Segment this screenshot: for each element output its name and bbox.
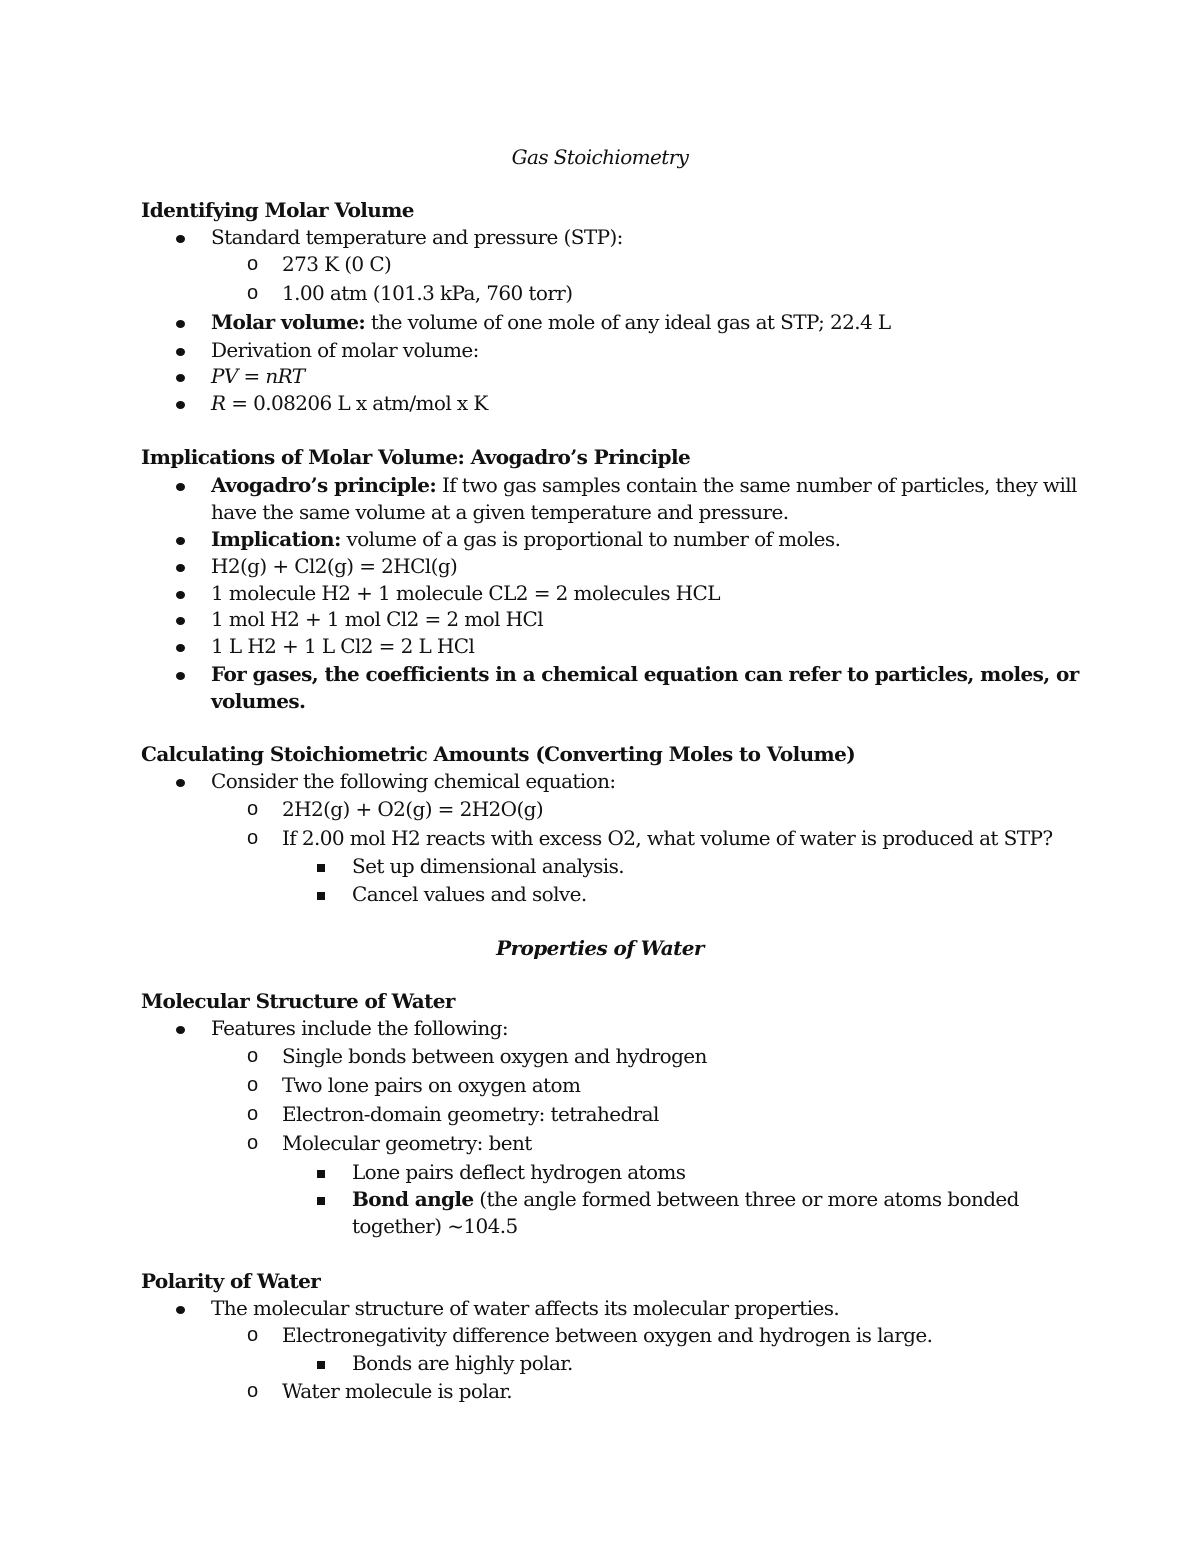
- heading-calculating: Calculating Stoichiometric Amounts (Converting Moles to Volume): [141, 742, 856, 766]
- list-item-consider: Consider the following chemical equation:: [211, 769, 616, 793]
- term-avogadro: Avogadro’s principle:: [211, 473, 437, 497]
- list-item-f1: Single bonds between oxygen and hydrogen: [282, 1044, 707, 1068]
- bullet-dot-icon: [176, 309, 185, 335]
- list-item-stp: Standard temperature and pressure (STP):: [211, 225, 623, 249]
- list-item-derivation: Derivation of molar volume:: [211, 338, 479, 362]
- list-item-f4a: Lone pairs deflect hydrogen atoms: [352, 1160, 686, 1184]
- heading-identifying-molar-volume: Identifying Molar Volume: [141, 198, 414, 222]
- list-item-pv-nrt: PV = nRT: [211, 364, 305, 388]
- sub-bullet-marker: o: [247, 827, 259, 849]
- term-molar-volume: Molar volume:: [211, 310, 366, 334]
- list-item-r-constant: [211, 390, 488, 416]
- sub-bullet-marker: o: [247, 1380, 259, 1402]
- heading-implications: Implications of Molar Volume: Avogadro’s Principle: [141, 445, 691, 469]
- section-title-gas-stoichiometry: Gas Stoichiometry: [511, 145, 689, 169]
- list-item-stp-pressure: 1.00 atm (101.3 kPa, 760 torr): [282, 281, 573, 305]
- bullet-square-icon: [317, 1350, 325, 1376]
- bullet-square-icon: [317, 853, 325, 879]
- bullet-dot-icon: [176, 633, 185, 659]
- sub-bullet-marker: o: [247, 1045, 259, 1067]
- bullet-dot-icon: [176, 580, 185, 606]
- def-implication: volume of a gas is proportional to number of moles.: [340, 527, 841, 551]
- term-implication: Implication:: [211, 527, 341, 551]
- r-value: = 0.08206 L x atm/mol x K: [225, 391, 488, 415]
- list-item-avogadro-cont: have the same volume at a given temperature and pressure.: [211, 500, 789, 524]
- bullet-dot-icon: [176, 1015, 185, 1041]
- list-item-p1a: Electronegativity difference between oxygen and hydrogen is large.: [282, 1323, 933, 1347]
- list-item-step1: Set up dimensional analysis.: [352, 854, 625, 878]
- bullet-dot-icon: [176, 224, 185, 250]
- def-bond-angle-1: (the angle formed between three or more atoms bonded: [473, 1187, 1019, 1211]
- bullet-dot-icon: [176, 606, 185, 632]
- bullet-square-icon: [317, 1159, 325, 1185]
- bullet-dot-icon: [176, 472, 185, 498]
- list-item-f4b: [352, 1186, 1019, 1212]
- bullet-square-icon: [317, 1186, 325, 1212]
- list-item-eq4: 1 L H2 + 1 L Cl2 = 2 L HCl: [211, 634, 475, 658]
- section-title-properties-of-water: Properties of Water: [496, 936, 704, 960]
- term-bond-angle: Bond angle: [352, 1187, 474, 1211]
- list-item-f4b-cont: together) ~104.5: [352, 1214, 518, 1238]
- sub-bullet-marker: o: [247, 798, 259, 820]
- list-item-f3: Electron-domain geometry: tetrahedral: [282, 1102, 659, 1126]
- sub-bullet-marker: o: [247, 1103, 259, 1125]
- list-item-implication: [211, 526, 840, 552]
- list-item-step2: Cancel values and solve.: [352, 882, 587, 906]
- sub-bullet-marker: o: [247, 1132, 259, 1154]
- bullet-square-icon: [317, 881, 325, 907]
- list-item-molar-volume: [211, 309, 891, 335]
- bullet-dot-icon: [176, 526, 185, 552]
- list-item-eq2: 1 molecule H2 + 1 molecule CL2 = 2 molecules HCL: [211, 581, 720, 605]
- list-item-f4: Molecular geometry: bent: [282, 1131, 532, 1155]
- list-item-eq1: H2(g) + Cl2(g) = 2HCl(g): [211, 554, 458, 578]
- heading-polarity: Polarity of Water: [141, 1269, 321, 1293]
- list-item-p1a1: Bonds are highly polar.: [352, 1351, 573, 1375]
- list-item-eq3: 1 mol H2 + 1 mol Cl2 = 2 mol HCl: [211, 607, 544, 631]
- sub-bullet-marker: o: [247, 1324, 259, 1346]
- bullet-dot-icon: [176, 1295, 185, 1321]
- list-item-p1: The molecular structure of water affects its molecular properties.: [211, 1296, 840, 1320]
- bullet-dot-icon: [176, 768, 185, 794]
- list-item-gases: For gases, the coefficients in a chemical equation can refer to particles, moles, or: [211, 662, 1079, 686]
- r-symbol: R: [211, 391, 226, 415]
- list-item-f2: Two lone pairs on oxygen atom: [282, 1073, 581, 1097]
- heading-molecular-structure: Molecular Structure of Water: [141, 989, 455, 1013]
- sub-bullet-marker: o: [247, 253, 259, 275]
- list-item-p1b: Water molecule is polar.: [282, 1379, 512, 1403]
- sub-bullet-marker: o: [247, 282, 259, 304]
- sub-bullet-marker: o: [247, 1074, 259, 1096]
- list-item-eq5: 2H2(g) + O2(g) = 2H2O(g): [282, 797, 544, 821]
- bullet-dot-icon: [176, 390, 185, 416]
- bullet-dot-icon: [176, 337, 185, 363]
- list-item-stp-temp: 273 K (0 C): [282, 252, 392, 276]
- def-avogadro-1: If two gas samples contain the same number of particles, they will: [436, 473, 1077, 497]
- list-item-avogadro: [211, 472, 1077, 498]
- list-item-question: If 2.00 mol H2 reacts with excess O2, what volume of water is produced at STP?: [282, 826, 1053, 850]
- list-item-gases-cont: volumes.: [211, 689, 306, 713]
- bullet-dot-icon: [176, 363, 185, 389]
- list-item-features: Features include the following:: [211, 1016, 508, 1040]
- bullet-dot-icon: [176, 661, 185, 687]
- bullet-dot-icon: [176, 553, 185, 579]
- def-molar-volume: the volume of one mole of any ideal gas at STP; 22.4 L: [365, 310, 891, 334]
